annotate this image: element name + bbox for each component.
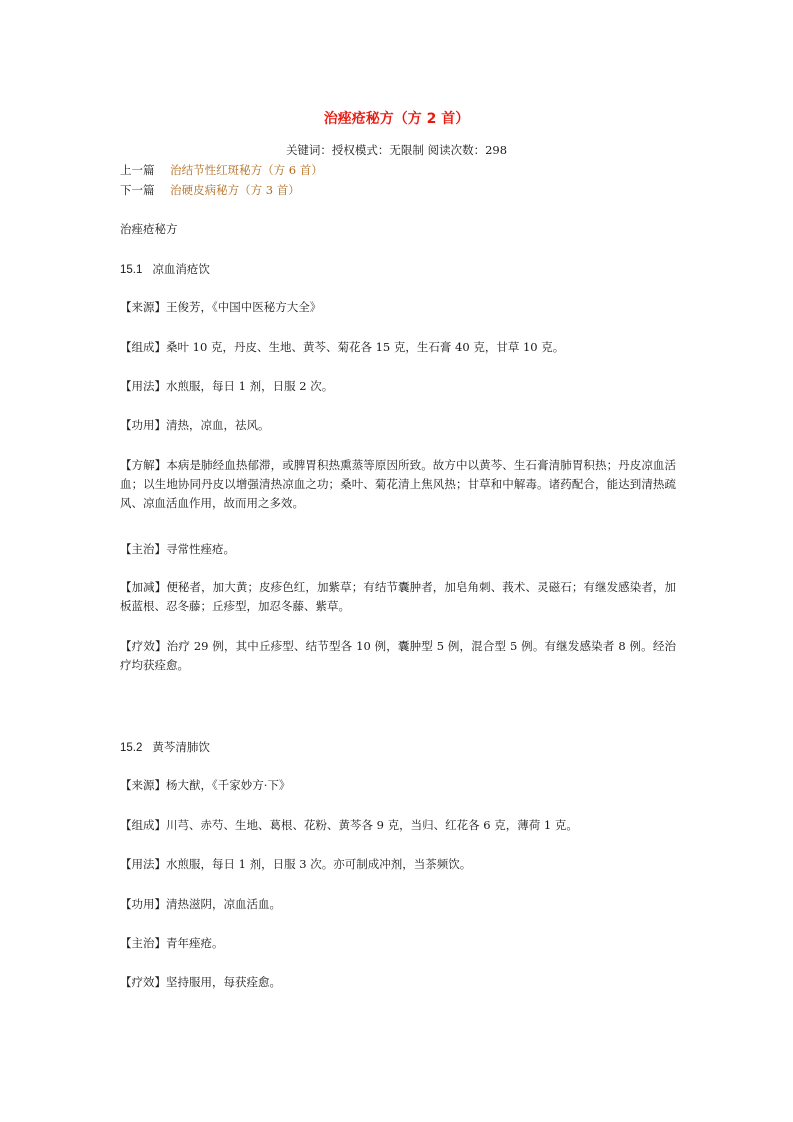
composition-tag: 【组成】 <box>120 340 166 354</box>
effect-text: 清热滋阴，凉血活血。 <box>166 897 281 911</box>
result-paragraph <box>120 637 676 675</box>
result-tag: 【疗效】 <box>120 975 166 989</box>
section-number: 15.2 <box>120 742 143 754</box>
indication-paragraph <box>120 540 676 559</box>
section-heading <box>120 260 676 280</box>
prev-article-nav <box>120 162 323 178</box>
prev-label: 上一篇 <box>120 163 155 177</box>
composition-text: 川芎、赤芍、生地、葛根、花粉、黄芩各 9 克，当归、红花各 6 克，薄荷 1 克。 <box>166 818 578 832</box>
usage-tag: 【用法】 <box>120 857 166 871</box>
section-number: 15.1 <box>120 264 143 276</box>
source-tag: 【来源】 <box>120 300 166 314</box>
indication-text: 青年痤疮。 <box>166 936 224 950</box>
indication-text: 寻常性痤疮。 <box>166 542 235 556</box>
composition-paragraph <box>120 338 676 357</box>
result-paragraph <box>120 973 676 992</box>
usage-text: 水煎服，每日 1 剂，日服 3 次。亦可制成冲剂，当茶频饮。 <box>166 857 472 871</box>
source-tag: 【来源】 <box>120 778 166 792</box>
effect-tag: 【功用】 <box>120 418 166 432</box>
page-title: 治痤疮秘方（方 2 首） <box>323 111 470 127</box>
indication-tag: 【主治】 <box>120 936 166 950</box>
source-paragraph <box>120 776 676 795</box>
next-article-nav <box>120 182 300 198</box>
next-label: 下一篇 <box>120 183 155 197</box>
explanation-tag: 【方解】 <box>120 458 167 472</box>
modification-tag: 【加减】 <box>120 580 167 594</box>
result-text: 坚持服用，每获痊愈。 <box>166 975 281 989</box>
modification-text: 便秘者，加大黄；皮疹色红，加紫草；有结节囊肿者，加皂角刺、莪术、灵磁石；有继发感染者，加板蓝根、忍冬藤；丘疹型，加忍冬藤、紫草。 <box>120 580 676 613</box>
composition-paragraph <box>120 816 676 835</box>
usage-paragraph <box>120 855 676 874</box>
section-name: 凉血消疮饮 <box>152 262 210 276</box>
result-tag: 【疗效】 <box>120 639 167 653</box>
usage-text: 水煎服，每日 1 剂，日服 2 次。 <box>166 379 334 393</box>
usage-tag: 【用法】 <box>120 379 166 393</box>
source-text: 王俊芳，《中国中医秘方大全》 <box>166 300 322 314</box>
section-name: 黄芩清肺饮 <box>152 740 210 754</box>
article-meta: 关键词：授权模式：无限制 阅读次数：298 <box>285 143 508 157</box>
composition-tag: 【组成】 <box>120 818 166 832</box>
section-heading <box>120 738 676 758</box>
prev-article-link[interactable]: 治结节性红斑秘方（方 6 首） <box>170 163 323 177</box>
modification-paragraph <box>120 578 676 616</box>
source-paragraph <box>120 298 676 317</box>
indication-tag: 【主治】 <box>120 542 166 556</box>
explanation-text: 本病是肺经血热郁滞，或脾胃积热熏蒸等原因所致。故方中以黄芩、生石膏清肺胃积热；丹皮凉血活血；以生地协同丹皮以增强清热凉血之功；桑叶、菊花清上焦风热；甘草和中解毒。诸药配合，能达到清热疏风、凉血活血作用，故而用之多效。 <box>120 458 676 510</box>
intro-heading: 治痤疮秘方 <box>120 222 178 236</box>
next-article-link[interactable]: 治硬皮病秘方（方 3 首） <box>170 183 300 197</box>
indication-paragraph <box>120 934 676 953</box>
effect-text: 清热，凉血，祛风。 <box>166 418 270 432</box>
explanation-paragraph <box>120 456 676 513</box>
effect-tag: 【功用】 <box>120 897 166 911</box>
effect-paragraph <box>120 895 676 914</box>
composition-text: 桑叶 10 克，丹皮、生地、黄芩、菊花各 15 克，生石膏 40 克，甘草 10 克。 <box>166 340 565 354</box>
result-text: 治疗 29 例，其中丘疹型、结节型各 10 例，囊肿型 5 例，混合型 5 例。有继发感染者 8 例。经治疗均获痊愈。 <box>120 639 676 672</box>
effect-paragraph <box>120 416 676 435</box>
source-text: 杨大猷，《千家妙方·下》 <box>166 778 291 792</box>
usage-paragraph <box>120 377 676 396</box>
